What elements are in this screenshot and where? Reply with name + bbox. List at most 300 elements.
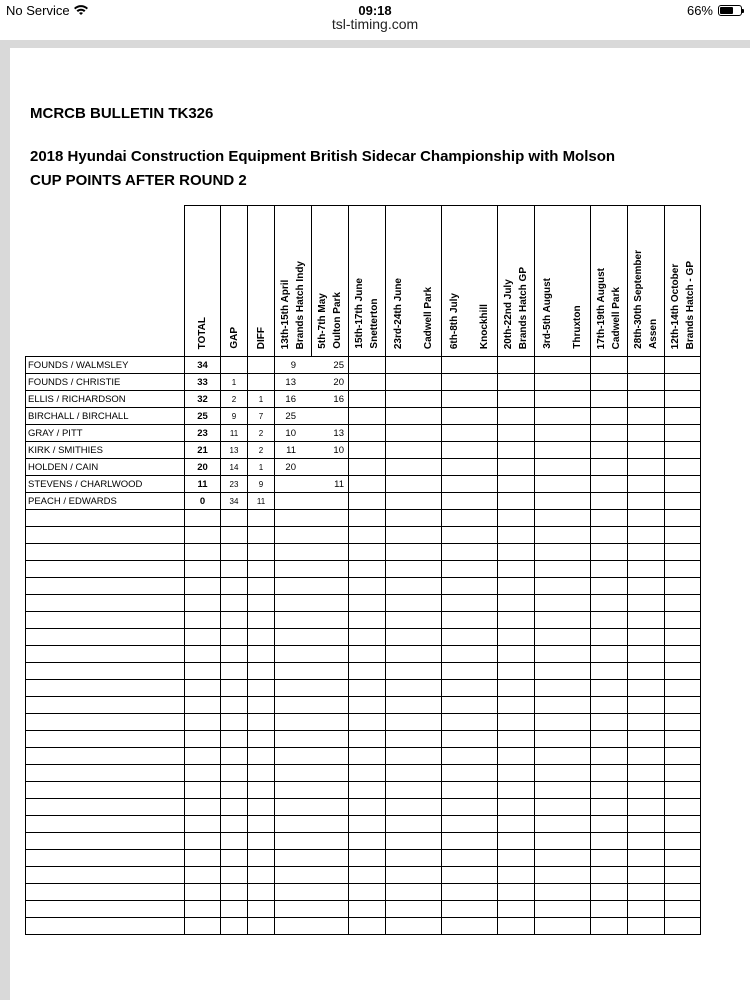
round-points-cell [535, 816, 591, 833]
round-header [591, 206, 628, 357]
race-2-points: 13 [333, 427, 344, 439]
clock: 09:18 [358, 3, 392, 18]
gap-cell [221, 561, 248, 578]
round-points-cell [535, 374, 591, 391]
round-points-cell [386, 697, 442, 714]
round-points-cell [591, 578, 628, 595]
race-2-points [326, 411, 344, 422]
round-points-cell [498, 476, 535, 493]
round-points-cell [665, 629, 701, 646]
rider-name-cell: KIRK / SMITHIES [26, 442, 185, 459]
round-date: 28th-30th September [633, 250, 644, 349]
diff-cell [248, 901, 275, 918]
table-row [26, 867, 701, 884]
round-points-cell [498, 459, 535, 476]
rider-name-cell [26, 561, 185, 578]
round-points-cell [498, 782, 535, 799]
round-points-cell [535, 697, 591, 714]
round-points-cell [628, 850, 665, 867]
total-cell [185, 697, 221, 714]
round-points-cell [498, 357, 535, 374]
diff-cell [248, 799, 275, 816]
round-points-cell [628, 510, 665, 527]
round-points-cell [665, 748, 701, 765]
race-1-points [278, 479, 296, 490]
round-venue: Brands Hatch Indy [295, 260, 306, 349]
round-points-cell [498, 697, 535, 714]
round-points-cell [498, 561, 535, 578]
round-header-label [630, 246, 662, 353]
rider-name-cell: BIRCHALL / BIRCHALL [26, 408, 185, 425]
round-points-cell [628, 663, 665, 680]
round-points-cell [498, 442, 535, 459]
table-row [26, 663, 701, 680]
rider-name-cell [26, 680, 185, 697]
gap-cell [221, 918, 248, 935]
round-points-cell [591, 748, 628, 765]
rider-name-cell [26, 646, 185, 663]
round-points-cell [591, 612, 628, 629]
total-cell [185, 629, 221, 646]
table-row [26, 442, 701, 459]
round-points-cell [349, 867, 386, 884]
round-points-cell [349, 561, 386, 578]
round-points-cell [535, 408, 591, 425]
race-1-points: 9 [290, 359, 296, 371]
rider-name-cell [26, 612, 185, 629]
round-points-cell [349, 901, 386, 918]
total-cell: 23 [185, 425, 221, 442]
total-cell [185, 918, 221, 935]
total-cell: 21 [185, 442, 221, 459]
table-row [26, 629, 701, 646]
round-1-races [275, 411, 347, 422]
round-points-cell [498, 578, 535, 595]
points-table [25, 205, 701, 935]
gap-cell [221, 714, 248, 731]
total-header-label: TOTAL [197, 316, 208, 349]
round-points-cell [628, 646, 665, 663]
total-cell [185, 714, 221, 731]
total-cell [185, 833, 221, 850]
round-points-cell [386, 765, 442, 782]
table-header-row [26, 206, 701, 357]
round-points-cell [535, 867, 591, 884]
gap-cell [221, 867, 248, 884]
diff-cell: 1 [248, 391, 275, 408]
round-points-cell [498, 391, 535, 408]
round-header-label [446, 289, 493, 353]
round-points-cell [386, 680, 442, 697]
rider-name-cell [26, 595, 185, 612]
round-points-cell [442, 527, 498, 544]
round-points-cell [498, 646, 535, 663]
document-page [10, 48, 750, 1008]
round-points-cell [349, 612, 386, 629]
round-points-cell [442, 408, 498, 425]
round-points-cell [498, 527, 535, 544]
round-1-cell [275, 697, 349, 714]
round-points-cell [442, 765, 498, 782]
race-1-points: 13 [285, 376, 296, 388]
round-points-cell [628, 714, 665, 731]
round-points-cell [591, 476, 628, 493]
gap-cell [221, 646, 248, 663]
round-points-cell [386, 357, 442, 374]
round-points-cell [665, 476, 701, 493]
web-viewport [0, 40, 750, 1000]
round-points-cell [535, 714, 591, 731]
round-points-cell [442, 578, 498, 595]
round-points-cell [349, 527, 386, 544]
diff-cell [248, 731, 275, 748]
round-points-cell [349, 714, 386, 731]
round-points-cell [535, 782, 591, 799]
total-cell [185, 799, 221, 816]
diff-cell [248, 867, 275, 884]
rider-name-cell: PEACH / EDWARDS [26, 493, 185, 510]
round-points-cell [386, 833, 442, 850]
rider-name-cell [26, 663, 185, 680]
diff-cell: 1 [248, 459, 275, 476]
total-cell [185, 595, 221, 612]
round-points-cell [665, 782, 701, 799]
diff-cell [248, 561, 275, 578]
round-points-cell [628, 374, 665, 391]
round-points-cell [442, 459, 498, 476]
round-points-cell [386, 391, 442, 408]
round-points-cell [628, 561, 665, 578]
total-cell [185, 884, 221, 901]
round-venue: Cadwell Park [423, 286, 434, 349]
gap-cell: 13 [221, 442, 248, 459]
total-cell: 25 [185, 408, 221, 425]
diff-cell [248, 578, 275, 595]
round-points-cell [665, 918, 701, 935]
round-header [498, 206, 535, 357]
round-points-cell [349, 748, 386, 765]
round-header-label [539, 274, 586, 353]
round-points-cell [628, 867, 665, 884]
round-1-cell [275, 408, 349, 425]
round-points-cell [665, 646, 701, 663]
round-points-cell [591, 833, 628, 850]
rider-name-cell [26, 833, 185, 850]
diff-cell [248, 833, 275, 850]
round-1-cell [275, 442, 349, 459]
round-points-cell [591, 425, 628, 442]
round-points-cell [535, 510, 591, 527]
gap-cell [221, 748, 248, 765]
round-points-cell [535, 663, 591, 680]
title-line-1: 2018 Hyundai Construction Equipment British Sidecar Championship with Molson [30, 148, 616, 165]
round-date: 23rd-24th June [393, 277, 404, 349]
round-points-cell [665, 391, 701, 408]
round-points-cell [535, 884, 591, 901]
round-points-cell [535, 850, 591, 867]
round-points-cell [628, 493, 665, 510]
round-points-cell [349, 833, 386, 850]
round-points-cell [349, 850, 386, 867]
gap-cell [221, 884, 248, 901]
gap-cell: 14 [221, 459, 248, 476]
round-points-cell [628, 544, 665, 561]
round-points-cell [591, 629, 628, 646]
round-points-cell [535, 476, 591, 493]
table-row [26, 731, 701, 748]
address-bar[interactable] [0, 16, 750, 38]
round-points-cell [386, 867, 442, 884]
round-header [665, 206, 701, 357]
round-points-cell [628, 408, 665, 425]
round-header [312, 206, 349, 357]
round-points-cell [591, 391, 628, 408]
table-row [26, 884, 701, 901]
table-row [26, 918, 701, 935]
race-1-points: 11 [286, 444, 296, 456]
rider-name-cell [26, 918, 185, 935]
round-points-cell [535, 544, 591, 561]
diff-cell [248, 680, 275, 697]
gap-cell [221, 629, 248, 646]
diff-cell [248, 374, 275, 391]
gap-cell [221, 357, 248, 374]
gap-cell [221, 833, 248, 850]
round-points-cell [442, 663, 498, 680]
total-cell [185, 680, 221, 697]
rider-name-cell: ELLIS / RICHARDSON [26, 391, 185, 408]
round-points-cell [628, 425, 665, 442]
round-points-cell [628, 391, 665, 408]
battery-icon [718, 5, 742, 16]
round-points-cell [591, 918, 628, 935]
round-1-cell [275, 578, 349, 595]
round-points-cell [349, 697, 386, 714]
round-points-cell [442, 867, 498, 884]
round-points-cell [591, 697, 628, 714]
round-points-cell [535, 357, 591, 374]
round-1-cell [275, 527, 349, 544]
round-1-cell [275, 595, 349, 612]
round-points-cell [498, 425, 535, 442]
table-row [26, 833, 701, 850]
total-cell [185, 612, 221, 629]
total-cell [185, 544, 221, 561]
round-1-cell [275, 425, 349, 442]
round-points-cell [386, 799, 442, 816]
round-points-cell [591, 595, 628, 612]
round-points-cell [386, 476, 442, 493]
round-points-cell [349, 646, 386, 663]
round-points-cell [535, 425, 591, 442]
round-points-cell [442, 799, 498, 816]
round-points-cell [498, 629, 535, 646]
round-points-cell [665, 731, 701, 748]
round-points-cell [591, 544, 628, 561]
round-points-cell [665, 459, 701, 476]
round-points-cell [591, 782, 628, 799]
round-points-cell [386, 578, 442, 595]
rider-name-cell: GRAY / PITT [26, 425, 185, 442]
round-1-cell [275, 510, 349, 527]
round-points-cell [498, 884, 535, 901]
round-points-cell [628, 748, 665, 765]
round-points-cell [591, 765, 628, 782]
round-points-cell [665, 561, 701, 578]
round-points-cell [628, 884, 665, 901]
round-header-label [277, 257, 309, 353]
total-cell [185, 663, 221, 680]
diff-cell [248, 510, 275, 527]
total-header [185, 206, 221, 357]
table-row [26, 544, 701, 561]
round-points-cell [349, 782, 386, 799]
round-points-cell [591, 714, 628, 731]
gap-cell: 2 [221, 391, 248, 408]
rider-name-cell [26, 510, 185, 527]
round-points-cell [386, 714, 442, 731]
round-1-cell [275, 374, 349, 391]
round-points-cell [665, 527, 701, 544]
table-row [26, 748, 701, 765]
round-points-cell [442, 357, 498, 374]
gap-cell [221, 578, 248, 595]
round-1-races [275, 360, 347, 371]
round-points-cell [591, 459, 628, 476]
race-1-points: 25 [285, 410, 296, 422]
table-body [26, 357, 701, 935]
gap-cell [221, 612, 248, 629]
round-points-cell [591, 408, 628, 425]
round-1-cell [275, 901, 349, 918]
round-points-cell [386, 850, 442, 867]
round-points-cell [442, 748, 498, 765]
round-points-cell [591, 663, 628, 680]
round-points-cell [349, 544, 386, 561]
diff-cell: 2 [248, 442, 275, 459]
round-venue: Thruxton [572, 305, 583, 349]
round-points-cell [386, 629, 442, 646]
round-1-cell [275, 612, 349, 629]
race-2-points: 16 [333, 393, 344, 405]
round-1-cell [275, 544, 349, 561]
round-points-cell [665, 680, 701, 697]
table-row [26, 493, 701, 510]
table-row [26, 459, 701, 476]
round-points-cell [665, 578, 701, 595]
round-1-cell [275, 765, 349, 782]
round-venue: Assen [648, 318, 659, 349]
diff-cell [248, 748, 275, 765]
round-points-cell [665, 884, 701, 901]
round-date: 17th-19th August [596, 267, 607, 349]
table-row [26, 612, 701, 629]
diff-cell: 7 [248, 408, 275, 425]
round-points-cell [442, 493, 498, 510]
round-points-cell [442, 476, 498, 493]
round-points-cell [349, 408, 386, 425]
rider-name-cell [26, 867, 185, 884]
gap-cell [221, 799, 248, 816]
round-points-cell [535, 731, 591, 748]
rider-name-cell [26, 697, 185, 714]
gap-cell [221, 816, 248, 833]
round-points-cell [386, 442, 442, 459]
table-row [26, 391, 701, 408]
round-1-cell [275, 731, 349, 748]
round-points-cell [591, 731, 628, 748]
total-cell: 32 [185, 391, 221, 408]
url-text[interactable]: tsl-timing.com [331, 16, 419, 32]
round-1-races [275, 428, 347, 439]
round-points-cell [498, 544, 535, 561]
round-1-cell [275, 782, 349, 799]
rider-name-cell [26, 748, 185, 765]
round-points-cell [498, 374, 535, 391]
round-points-cell [591, 901, 628, 918]
gap-cell [221, 680, 248, 697]
battery-percent: 66% [686, 3, 713, 18]
round-date: 15th-17th June [354, 278, 365, 349]
round-points-cell [665, 850, 701, 867]
round-points-cell [591, 680, 628, 697]
race-2-points [326, 462, 344, 473]
round-points-cell [386, 408, 442, 425]
round-points-cell [349, 374, 386, 391]
round-points-cell [591, 561, 628, 578]
round-points-cell [349, 884, 386, 901]
round-points-cell [665, 612, 701, 629]
diff-cell [248, 697, 275, 714]
round-points-cell [535, 578, 591, 595]
rider-name-cell [26, 799, 185, 816]
total-cell: 34 [185, 357, 221, 374]
round-points-cell [498, 901, 535, 918]
race-1-points: 20 [285, 461, 296, 473]
round-points-cell [628, 918, 665, 935]
round-1-cell [275, 493, 349, 510]
round-points-cell [628, 612, 665, 629]
round-1-cell [275, 816, 349, 833]
table-row [26, 595, 701, 612]
round-1-cell [275, 799, 349, 816]
gap-cell [221, 765, 248, 782]
round-points-cell [665, 663, 701, 680]
table-row [26, 850, 701, 867]
rider-name-cell [26, 782, 185, 799]
race-2-points: 11 [334, 478, 344, 490]
table-row [26, 799, 701, 816]
round-points-cell [386, 901, 442, 918]
round-points-cell [498, 867, 535, 884]
round-points-cell [386, 493, 442, 510]
total-cell [185, 748, 221, 765]
round-points-cell [535, 799, 591, 816]
round-points-cell [665, 816, 701, 833]
round-header-label [390, 274, 437, 353]
round-points-cell [628, 816, 665, 833]
round-points-cell [535, 646, 591, 663]
round-1-cell [275, 459, 349, 476]
gap-cell: 23 [221, 476, 248, 493]
round-points-cell [386, 646, 442, 663]
round-points-cell [535, 612, 591, 629]
total-cell [185, 561, 221, 578]
round-points-cell [591, 510, 628, 527]
round-points-cell [628, 476, 665, 493]
total-cell [185, 527, 221, 544]
round-points-cell [591, 850, 628, 867]
